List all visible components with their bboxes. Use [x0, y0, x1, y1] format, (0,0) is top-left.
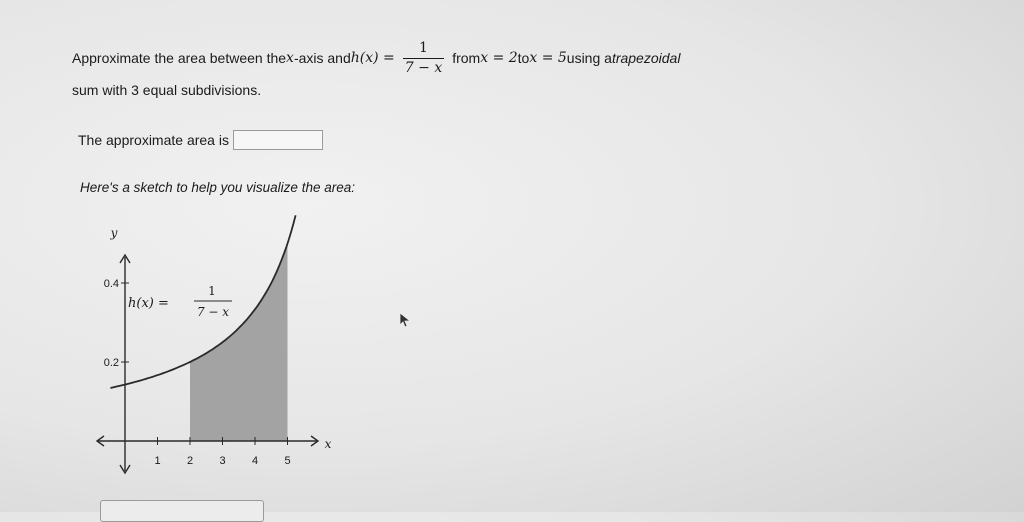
sketch-caption: Here's a sketch to help you visualize the area: — [80, 180, 355, 195]
shaded-area — [190, 244, 288, 442]
using-text: using a — [566, 50, 612, 66]
function-fraction — [403, 41, 444, 75]
x-axis-label: x — [324, 437, 332, 451]
x-tick-label-1: 1 — [154, 455, 161, 467]
axis-and-text: -axis and — [293, 50, 351, 66]
answer-label: The approximate area is — [78, 132, 229, 148]
answer-row — [78, 130, 323, 150]
lower-bound: x = 2 — [480, 50, 518, 66]
answer-input[interactable] — [233, 130, 323, 150]
question-line-1 — [72, 36, 680, 80]
from-text: from — [452, 50, 481, 66]
fraction-numerator: 1 — [419, 39, 428, 56]
x-tick-label-2: 2 — [186, 455, 194, 467]
y-tick-label-0.4: 0.4 — [103, 278, 119, 290]
mouse-cursor-icon — [399, 312, 413, 328]
area-sketch — [80, 215, 340, 485]
upper-bound: x = 5 — [529, 50, 567, 66]
question-prefix: Approximate the area between the — [72, 50, 287, 66]
y-axis-label: y — [110, 226, 118, 240]
graph-fraction-denominator: 7 − x — [196, 305, 230, 319]
graph-fraction-numerator: 1 — [208, 284, 216, 298]
y-tick-label-0.2: 0.2 — [103, 357, 119, 369]
x-tick-label-4: 4 — [251, 455, 259, 467]
graph-function-lhs: h(x) = — [128, 296, 169, 311]
to-text: to — [517, 50, 530, 66]
question-line-2: sum with 3 equal subdivisions. — [72, 82, 262, 98]
x-tick-label-5: 5 — [284, 455, 291, 467]
method-name: trapezoidal — [611, 50, 681, 66]
next-question-box[interactable] — [100, 500, 264, 522]
x-tick-label-3: 3 — [219, 455, 226, 467]
function-lhs: h(x) = — [350, 50, 395, 66]
x-variable: x — [286, 50, 294, 66]
fraction-denominator: 7 − x — [404, 59, 443, 76]
